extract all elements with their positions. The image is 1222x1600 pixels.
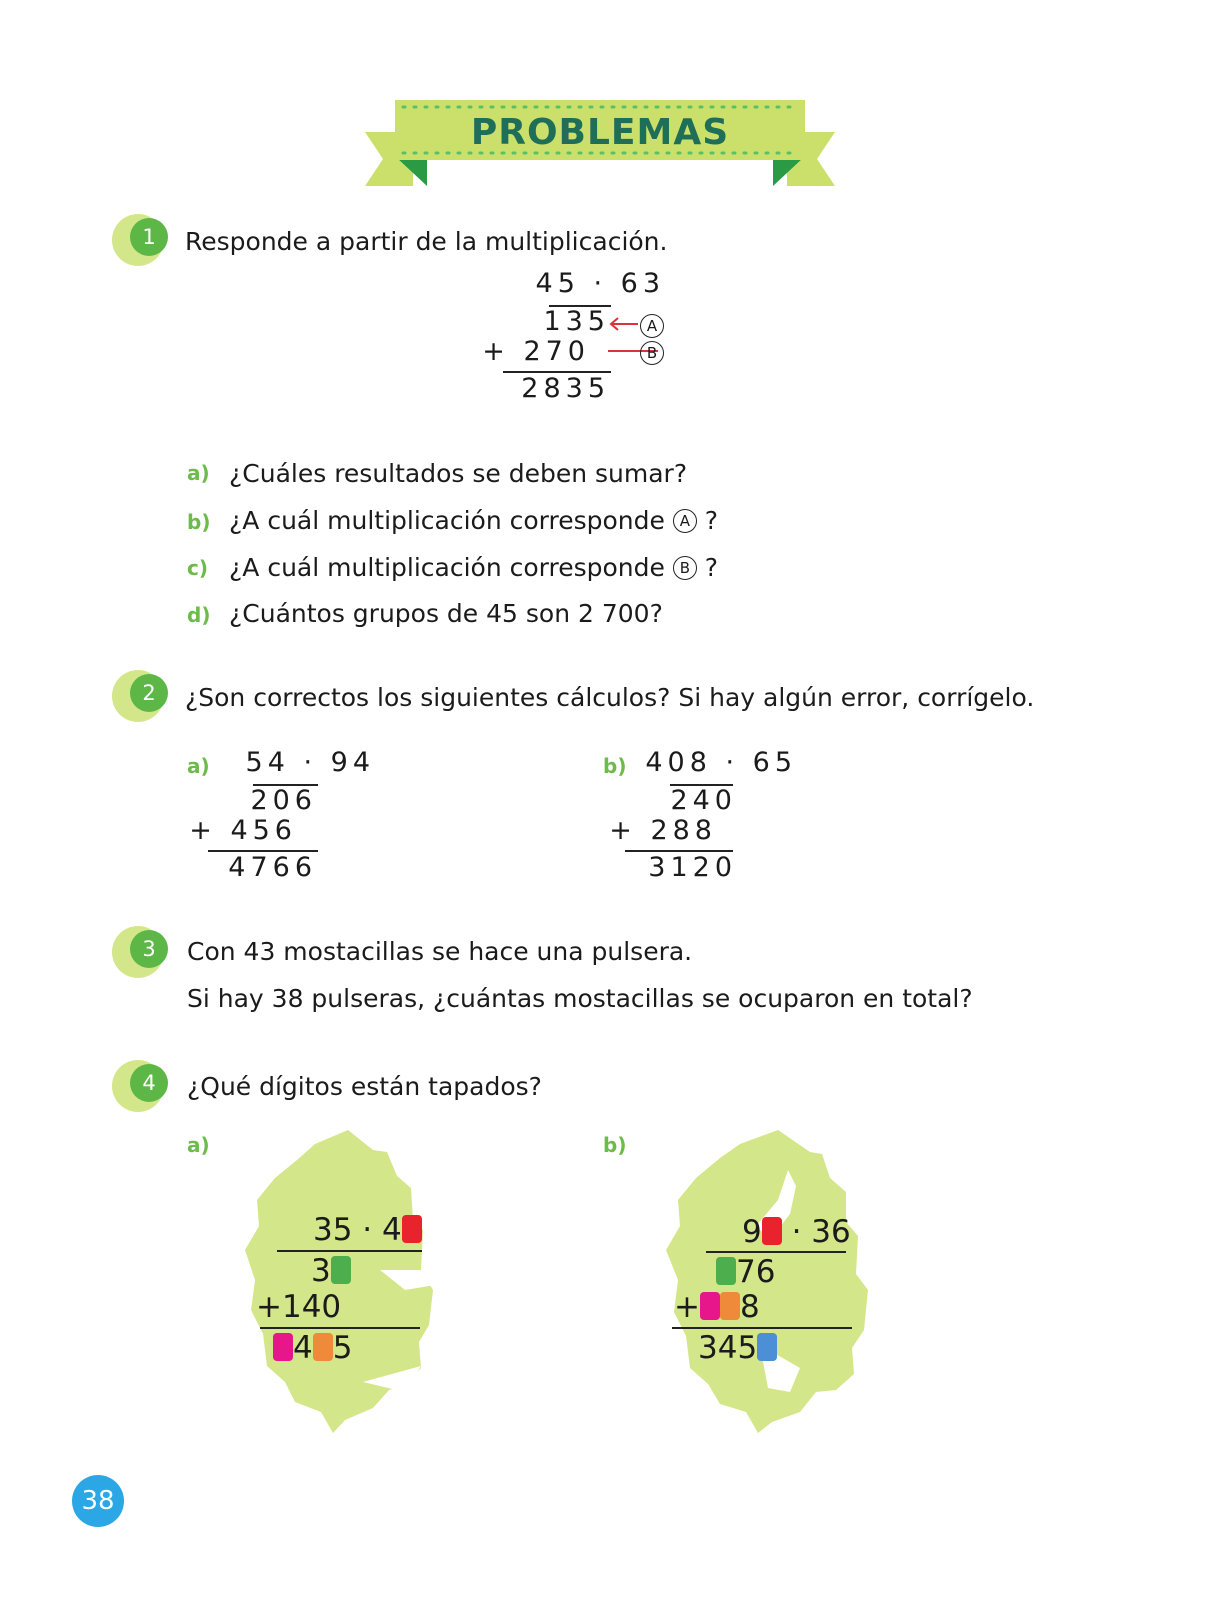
leaf-b-operation: 9 · 36 76 + 8 345 (674, 1214, 851, 1366)
problem-2-badge: 2 (112, 668, 168, 724)
marker-a: A (640, 314, 664, 338)
partial-b: + 270 (482, 336, 590, 367)
problem-3-line1: Con 43 mostacillas se hace una pulsera. (187, 937, 693, 966)
partial-a: 135 (543, 306, 610, 337)
marker-b: B (640, 341, 664, 365)
problem-3-line2: Si hay 38 pulseras, ¿cuántas mostacillas se ocuparon en total? (187, 984, 973, 1013)
question-c-label: c) (187, 556, 208, 580)
question-a-text: ¿Cuáles resultados se deben sumar? (229, 459, 688, 488)
item-4b-label: b) (603, 1133, 627, 1157)
question-d-text: ¿Cuántos grupos de 45 son 2 700? (229, 599, 663, 628)
covered-digit-red (402, 1215, 422, 1243)
item-2b-operation: 408 · 65 240 + 288 3120 (609, 747, 797, 883)
covered-digit-magenta (700, 1292, 720, 1320)
item-4a-label: a) (187, 1133, 210, 1157)
problem-1-operation (482, 268, 695, 408)
banner-title: PROBLEMAS (470, 112, 730, 153)
covered-digit-orange (720, 1292, 740, 1320)
problem-3-badge: 3 (112, 924, 168, 980)
covered-digit-magenta (273, 1333, 293, 1361)
item-2a-operation: 54 · 94 206 + 456 4766 (189, 747, 375, 883)
result: 2835 (521, 373, 610, 404)
question-a-label: a) (187, 461, 210, 485)
covered-digit-blue (757, 1333, 777, 1361)
problem-1-badge: 1 (112, 212, 168, 268)
factors: 45 · 63 (535, 268, 665, 299)
problem-4-badge: 4 (112, 1058, 168, 1114)
covered-digit-orange (313, 1333, 333, 1361)
problem-2-text: ¿Son correctos los siguientes cálculos? Si hay algún error, corrígelo. (185, 683, 1035, 712)
question-b-text: ¿A cuál multiplicación corresponde A ? (229, 506, 719, 535)
leaf-a-operation: 35 · 4 3 +140 4 5 (245, 1130, 440, 1435)
question-b-label: b) (187, 510, 211, 534)
problem-1-text: Responde a partir de la multiplicación. (185, 227, 668, 256)
covered-digit-green (716, 1257, 736, 1285)
page-number: 38 (72, 1475, 124, 1527)
item-2a-label: a) (187, 754, 210, 778)
question-c-text: ¿A cuál multiplicación corresponde B ? (229, 553, 719, 582)
covered-digit-red (762, 1217, 782, 1245)
covered-digit-green (331, 1256, 351, 1284)
item-2b-label: b) (603, 754, 627, 778)
problem-4-text: ¿Qué dígitos están tapados? (187, 1072, 542, 1101)
question-d-label: d) (187, 603, 211, 627)
title-banner (365, 98, 835, 194)
